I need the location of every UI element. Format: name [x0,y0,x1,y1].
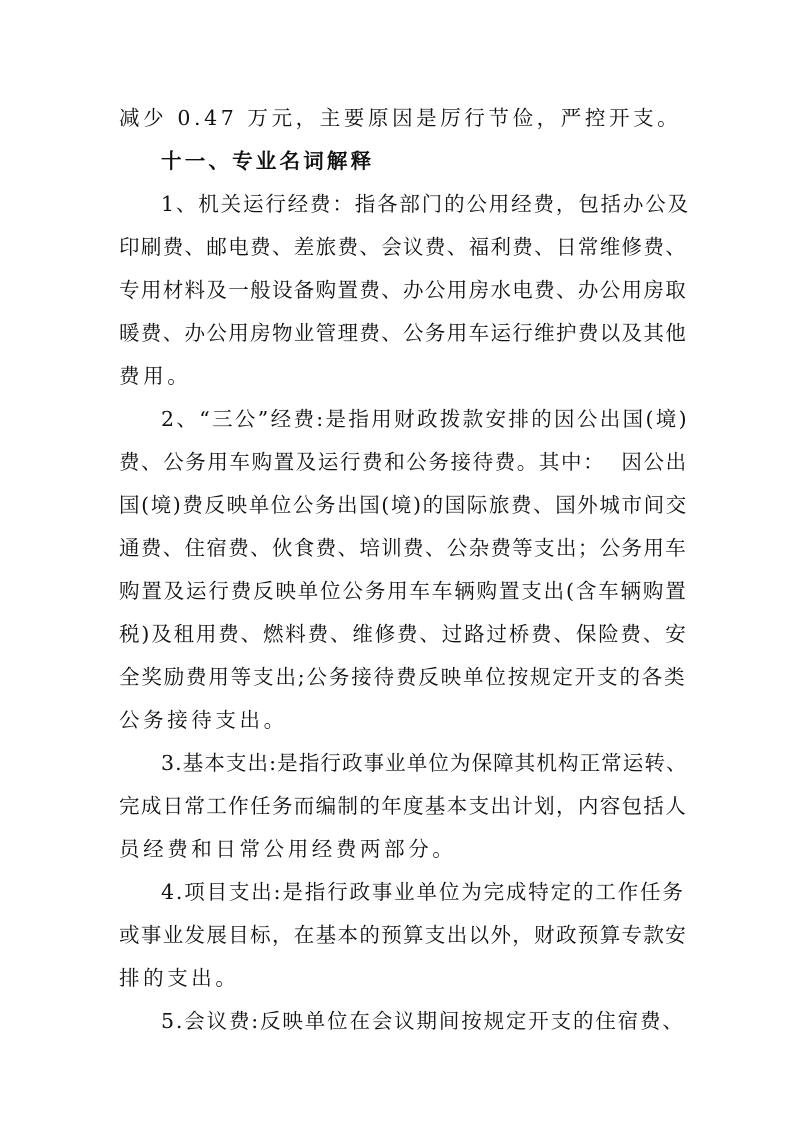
body-line: 全奖励费用等支出;公务接待费反映单位按规定开支的各类 [119,665,687,689]
body-line: 费用。 [119,364,192,388]
body-line: 2、“三公”经费:是指用财政拨款安排的因公出国(境) [161,407,690,431]
section-heading: 十一、专业名词解释 [161,149,375,173]
body-line: 3.基本支出:是指行政事业单位为保障其机构正常运转、 [161,751,688,775]
body-line: 税)及租用费、燃料费、维修费、过路过桥费、保险费、安 [119,622,688,646]
body-line: 国(境)费反映单位公务出国(境)的国际旅费、国外城市间交 [119,493,688,517]
body-line: 专用材料及一般设备购置费、办公用房水电费、办公用房取 [119,278,688,302]
body-line: 完成日常工作任务而编制的年度基本支出计划，内容包括人 [119,794,688,818]
body-line: 印刷费、邮电费、差旅费、会议费、福利费、日常维修费、 [119,235,688,259]
body-line: 4.项目支出:是指行政事业单位为完成特定的工作任务 [161,880,685,904]
body-line: 公务接待支出。 [119,708,288,732]
body-line: 费、公务用车购置及运行费和公务接待费。其中： 因公出 [119,450,688,474]
body-line: 暖费、办公用房物业管理费、公务用车运行维护费以及其他 [119,321,688,345]
body-line: 购置及运行费反映单位公务用车车辆购置支出(含车辆购置 [119,579,688,603]
body-line: 或事业发展目标，在基本的预算支出以外，财政预算专款安 [119,923,688,947]
body-line: 5.会议费:反映单位在会议期间按规定开支的住宿费、 [161,1009,685,1033]
body-line: 员经费和日常公用经费两部分。 [119,837,457,861]
body-line: 1、机关运行经费：指各部门的公用经费，包括办公及 [161,192,690,216]
body-line: 排的支出。 [119,966,240,990]
body-line: 通费、住宿费、伙食费、培训费、公杂费等支出；公务用车 [119,536,688,560]
body-line: 减少 0.47 万元，主要原因是厉行节俭，严控开支。 [119,106,682,130]
